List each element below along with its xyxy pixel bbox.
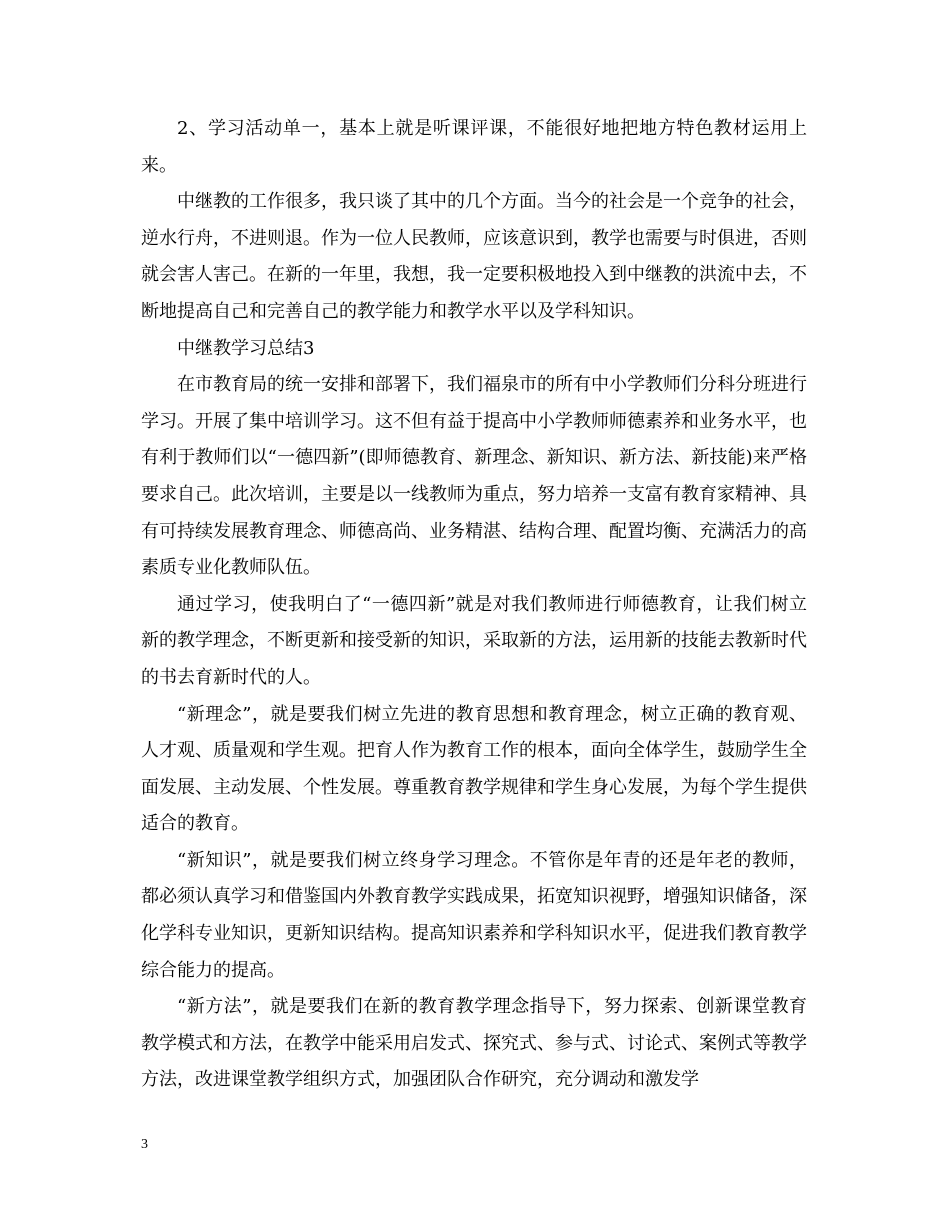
page-number: 3 [141,1137,148,1152]
paragraph-new-method: “新方法”，就是要我们在新的教育教学理念指导下，努力探索、创新课堂教育教学模式和方法，在教学中能采用启发式、探究式、参与式、讨论式、案例式等教学方法，改进课堂教学组织方式，加强团队合作研究，充分调动和激发学 [141,996,807,1091]
paragraph-learning-activity: 2、学习活动单一，基本上就是听课评课，不能很好地把地方特色教材运用上来。 [141,118,807,176]
paragraph-new-concept: “新理念”，就是要我们树立先进的教育思想和教育理念，树立正确的教育观、人才观、质量观和学生观。把育人作为教育工作的根本，面向全体学生，鼓励学生全面发展、主动发展、个性发展。尊重教育教学规律和学生身心发展，为每个学生提供适合的教育。 [141,703,807,835]
section-heading-summary-3: 中继教学习总结3 [177,337,315,359]
paragraph-one-virtue-four-new: 通过学习，使我明白了“一德四新”就是对我们教师进行师德教育，让我们树立新的教学理念，不断更新和接受新的知识，采取新的方法，运用新的技能去教新时代的书去育新时代的人。 [141,593,807,688]
paragraph-work-reflection: 中继教的工作很多，我只谈了其中的几个方面。当今的社会是一个竞争的社会，逆水行舟，不进则退。作为一位人民教师，应该意识到，教学也需要与时俱进，否则就会害人害己。在新的一年里，我想，我一定要积极地投入到中继教的洪流中去，不断地提高自己和完善自己的教学能力和教学水平以及学科知识。 [141,191,807,322]
document-body [141,111,807,1099]
paragraph-training-arrangement: 在市教育局的统一安排和部署下，我们福泉市的所有中小学教师们分科分班进行学习。开展了集中培训学习。这不但有益于提高中小学教师师德素养和业务水平，也有利于教师们以“一德四新”(即师德教育、新理念、新知识、新方法、新技能)来严格要求自己。此次培训，主要是以一线教师为重点，努力培养一支富有教育家精神、具有可持续发展教育理念、师德高尚、业务精湛、结构合理、配置均衡、充满活力的高素质专业化教师队伍。 [141,374,807,579]
paragraph-new-knowledge: “新知识”，就是要我们树立终身学习理念。不管你是年青的还是年老的教师，都必须认真学习和借鉴国内外教育教学实践成果，拓宽知识视野，增强知识储备，深化学科专业知识，更新知识结构。提高知识素养和学科知识水平，促进我们教育教学综合能力的提高。 [141,849,807,981]
